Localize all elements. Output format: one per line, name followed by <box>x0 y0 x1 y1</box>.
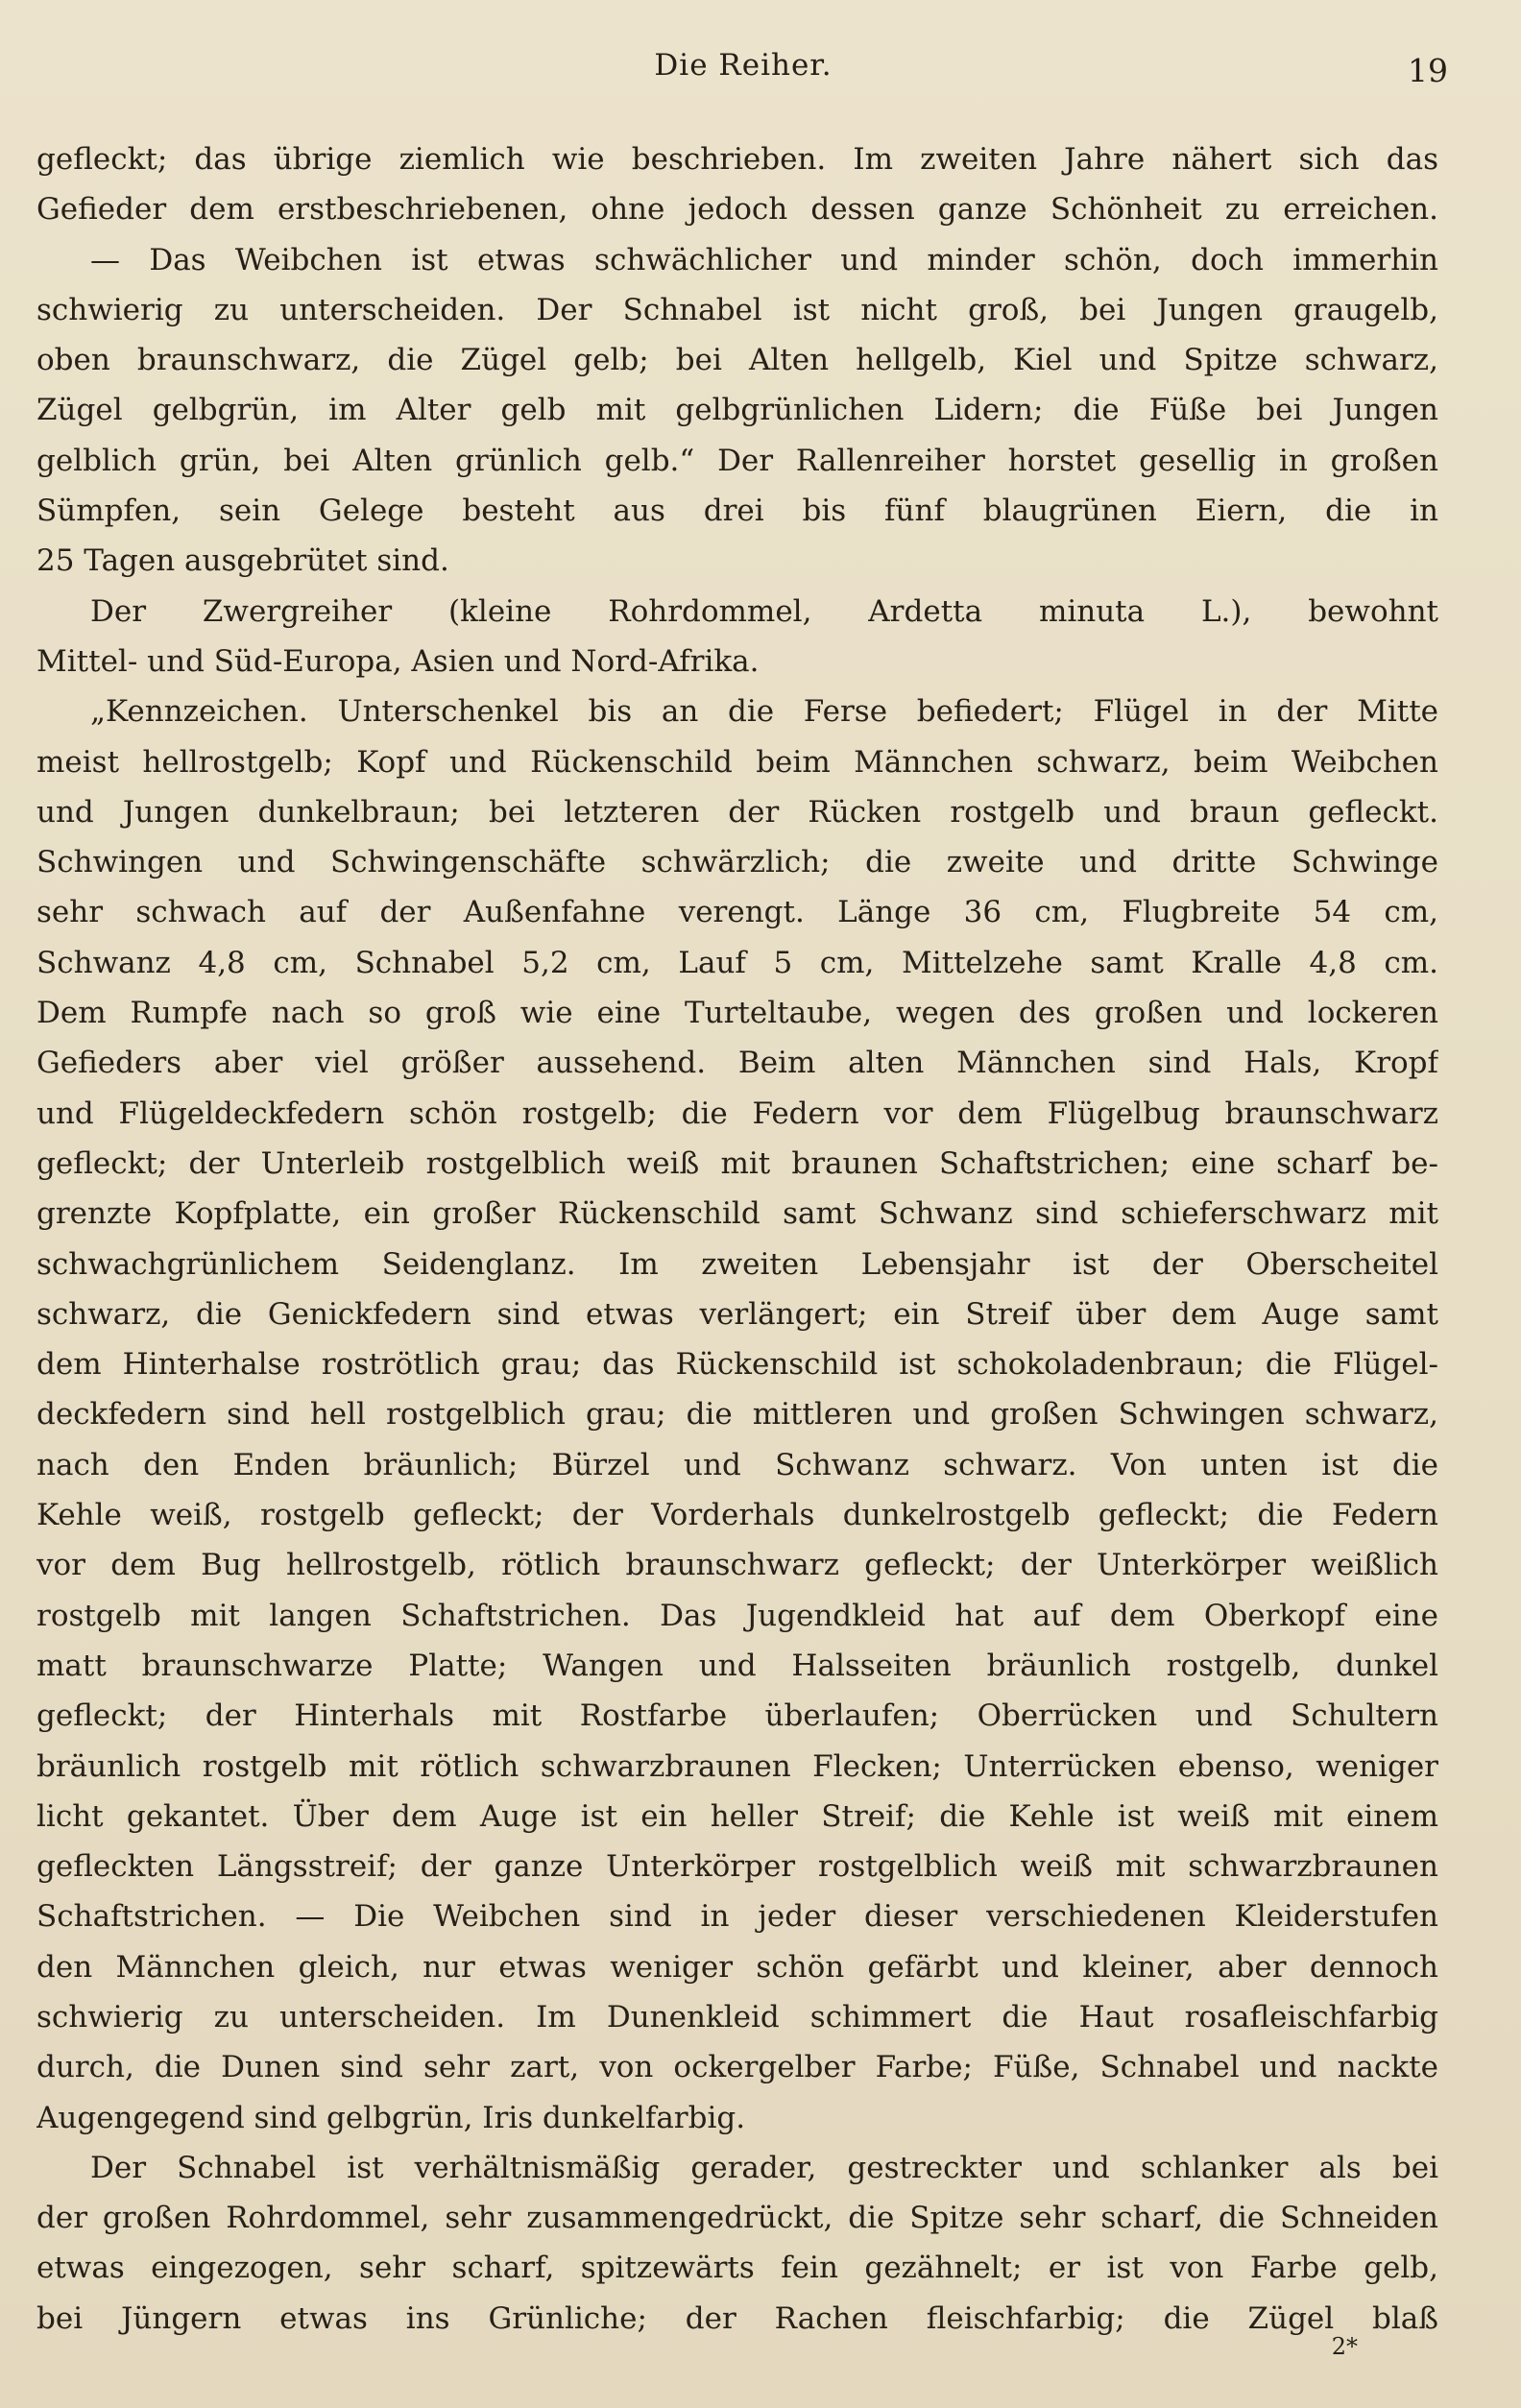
text-line: Schwingen und Schwingenschäfte schwärzlich; die zweite und dritte Schwinge <box>36 845 1438 880</box>
text-line: Kehle weiß, rostgelb gefleckt; der Vorderhals dunkelrostgelb gefleckt; die Federn <box>36 1498 1438 1533</box>
text-line: dem Hinterhalse roströtlich grau; das Rückenschild ist schokoladenbraun; die Flügel- <box>36 1347 1438 1383</box>
text-line: Augengegend sind gelbgrün, Iris dunkelfarbig. <box>36 2100 746 2135</box>
text-line: bei Jüngern etwas ins Grünliche; der Rachen fleischfarbig; die Zügel blaß <box>36 2300 1438 2336</box>
text-line: gefleckt; das übrige ziemlich wie beschrieben. Im zweiten Jahre nähert sich das <box>36 142 1438 177</box>
text-line: schwierig zu unterscheiden. Im Dunenkleid schimmert die Haut rosafleischfarbig <box>36 1999 1438 2035</box>
text-line: der großen Rohrdommel, sehr zusammengedrückt, die Spitze sehr scharf, die Schneiden <box>36 2201 1438 2236</box>
page-header <box>38 48 1448 106</box>
text-line: — Das Weibchen ist etwas schwächlicher und minder schön, doch immerhin <box>90 242 1438 277</box>
text-line: schwierig zu unterscheiden. Der Schnabel ist nicht groß, bei Jungen graugelb, <box>36 292 1438 327</box>
text-line: meist hellrostgelb; Kopf und Rückenschild beim Männchen schwarz, beim Weibchen <box>36 744 1438 780</box>
signature-mark: 2* <box>1331 2333 1358 2360</box>
text-line: den Männchen gleich, nur etwas weniger schön gefärbt und kleiner, aber dennoch <box>36 1949 1438 1985</box>
text-line: durch, die Dunen sind sehr zart, von ockergelber Farbe; Füße, Schnabel und nackte <box>36 2050 1438 2085</box>
text-line: Schaftstrichen. — Die Weibchen sind in jeder dieser verschiedenen Kleiderstufen <box>36 1899 1438 1935</box>
text-line: Gefieder dem erstbeschriebenen, ohne jedoch dessen ganze Schönheit zu erreichen. <box>36 192 1438 228</box>
text-line: gefleckten Längsstreif; der ganze Unterkörper rostgelblich weiß mit schwarzbraunen <box>36 1849 1438 1885</box>
text-line: vor dem Bug hellrostgelb, rötlich braunschwarz gefleckt; der Unterkörper weißlich <box>36 1548 1438 1583</box>
text-line: Schwanz 4,8 cm, Schnabel 5,2 cm, Lauf 5 cm, Mittelzehe samt Kralle 4,8 cm. <box>36 945 1438 980</box>
running-title: Die Reiher. <box>654 48 833 83</box>
text-line: licht gekantet. Über dem Auge ist ein heller Streif; die Kehle ist weiß mit einem <box>36 1798 1438 1834</box>
text-line: und Flügeldeckfedern schön rostgelb; die Federn vor dem Flügelbug braunschwarz <box>36 1096 1438 1131</box>
page-number: 19 <box>1408 52 1448 89</box>
text-line: 25 Tagen ausgebrütet sind. <box>36 543 449 579</box>
text-line: schwarz, die Genickfedern sind etwas verlängert; ein Streif über dem Auge samt <box>36 1296 1438 1332</box>
text-line: Dem Rumpfe nach so groß wie eine Turteltaube, wegen des großen und lockeren <box>36 996 1438 1031</box>
text-line: rostgelb mit langen Schaftstrichen. Das Jugendkleid hat auf dem Oberkopf eine <box>36 1598 1438 1633</box>
text-line: und Jungen dunkelbraun; bei letzteren der Rücken rostgelb und braun gefleckt. <box>36 794 1438 830</box>
text-line: gelblich grün, bei Alten grünlich gelb.“ Der Rallenreiher horstet gesellig in großen <box>36 443 1438 478</box>
text-line: gefleckt; der Hinterhals mit Rostfarbe überlaufen; Oberrücken und Schultern <box>36 1698 1438 1734</box>
text-line: schwachgrünlichem Seidenglanz. Im zweiten Lebensjahr ist der Oberscheitel <box>36 1246 1438 1282</box>
text-line: Sümpfen, sein Gelege besteht aus drei bis fünf blaugrünen Eiern, die in <box>36 494 1438 529</box>
text-line: Der Schnabel ist verhältnismäßig gerader, gestreckter und schlanker als bei <box>90 2150 1438 2185</box>
text-line: matt braunschwarze Platte; Wangen und Halsseiten bräunlich rostgelb, dunkel <box>36 1648 1438 1683</box>
text-line: nach den Enden bräunlich; Bürzel und Schwanz schwarz. Von unten ist die <box>36 1447 1438 1482</box>
text-line: bräunlich rostgelb mit rötlich schwarzbraunen Flecken; Unterrücken ebenso, weniger <box>36 1748 1438 1784</box>
text-line: grenzte Kopfplatte, ein großer Rückenschild samt Schwanz sind schieferschwarz mit <box>36 1196 1438 1232</box>
text-line: „Kennzeichen. Unterschenkel bis an die Ferse befiedert; Flügel in der Mitte <box>90 694 1438 730</box>
text-line: gefleckt; der Unterleib rostgelblich weiß mit braunen Schaftstrichen; eine scharf be- <box>36 1145 1438 1181</box>
text-line: oben braunschwarz, die Zügel gelb; bei Alten hellgelb, Kiel und Spitze schwarz, <box>36 343 1438 378</box>
text-line: Gefieders aber viel größer aussehend. Beim alten Männchen sind Hals, Kropf <box>36 1046 1438 1081</box>
text-line: sehr schwach auf der Außenfahne verengt. Länge 36 cm, Flugbreite 54 cm, <box>36 895 1438 930</box>
text-line: Der Zwergreiher (kleine Rohrdommel, Ardetta minuta L.), bewohnt <box>90 593 1438 629</box>
body-text <box>36 134 1438 2344</box>
text-line: Zügel gelbgrün, im Alter gelb mit gelbgrünlichen Lidern; die Füße bei Jungen <box>36 393 1438 428</box>
text-line: Mittel- und Süd-Europa, Asien und Nord-Afrika. <box>36 643 760 679</box>
text-line: deckfedern sind hell rostgelblich grau; die mittleren und großen Schwingen schwarz, <box>36 1397 1438 1433</box>
text-line: etwas eingezogen, sehr scharf, spitzewärts fein gezähnelt; er ist von Farbe gelb, <box>36 2251 1438 2286</box>
